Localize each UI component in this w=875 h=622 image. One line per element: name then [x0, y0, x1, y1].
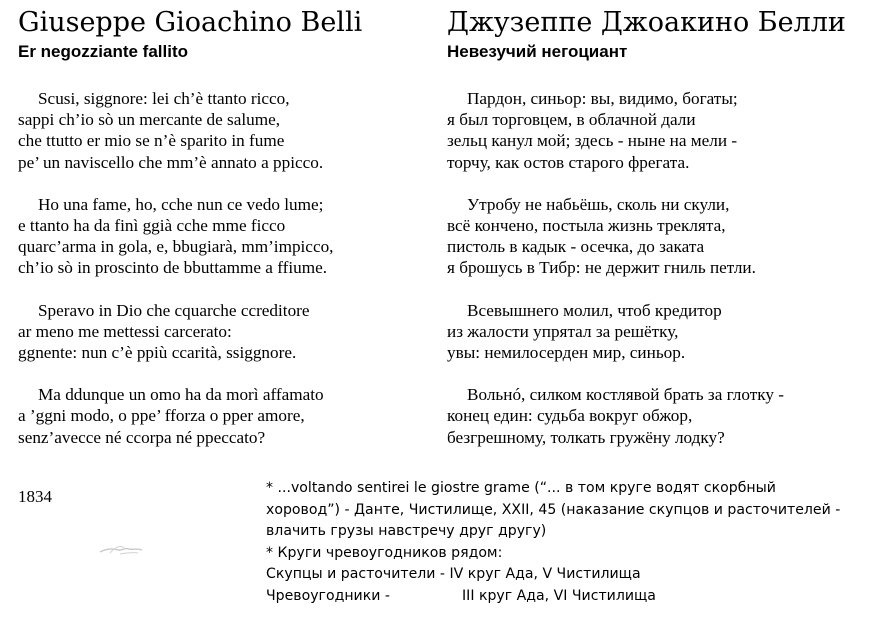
italian-stanza: [18, 88, 423, 173]
russian-author: Джузеппе Джоакино Белли: [447, 7, 846, 38]
poem-line: pe’ un naviscello che mm’è annato a ppicco.: [18, 152, 324, 172]
poem-line: sappi ch’io sò un mercante de salume,: [18, 110, 281, 130]
poem-line: торчу, как остов старого фрегата.: [447, 152, 690, 172]
russian-title: Невезучий негоциант: [447, 42, 628, 61]
italian-stanza: [18, 194, 423, 279]
italian-author: Giuseppe Gioachino Belli: [18, 7, 363, 38]
poem-line: quarc’arma in gola, e, bbugiarà, mm’impicco,: [18, 237, 334, 257]
poem-line: всё кончено, постыла жизнь треклята,: [447, 216, 726, 236]
footnote-row-value: III круг Ада, VI Чистилища: [462, 587, 656, 604]
poem-line: e ttanto ha da finì ggià cche mme ficco: [18, 216, 286, 236]
poem-line: из жалости упрятал за решётку,: [447, 321, 679, 341]
poem-line: я был торговцем, в облачной дали: [447, 110, 696, 130]
poem-line: зельц канул мой; здесь - ныне на мели -: [447, 131, 738, 151]
poem-line: Всевышнего молил, чтоб кредитор: [467, 300, 722, 320]
russian-stanza: [447, 300, 867, 364]
poem-line: Ho una fame, ho, cche nun ce vedo lume;: [38, 194, 324, 214]
poem-line: пистоль в кадык - осечка, до заката: [447, 237, 705, 257]
poem-line: увы: немилосерден мир, синьор.: [447, 343, 686, 363]
poem-line: ggnente: nun c’è ppiù ccarità, ssiggnore.: [18, 343, 297, 363]
poem-line: Speravo in Dio che cquarche ccreditore: [38, 300, 310, 320]
russian-stanza: [447, 384, 867, 448]
russian-stanza: [447, 194, 867, 279]
footnotes: [266, 478, 871, 607]
poem-line: безгрешному, толкать гружёну лодку?: [447, 427, 725, 447]
signature-scribble-icon: [96, 536, 146, 560]
poem-line: che ttutto er mio se n’è sparito in fume: [18, 131, 285, 151]
poem-line: Утробу не набьёшь, сколь ни скули,: [467, 194, 730, 214]
poem-line: a ’ggni modo, o ppe’ fforza o pper amore,: [18, 406, 305, 426]
footnote-line: * ...voltando sentirei le giostre grame (“... в том круге водят скорбный: [266, 480, 776, 496]
footnote-line: влачить грузы навстречу друг другу): [266, 523, 547, 539]
footnote-heading: * Круги чревоугодников рядом:: [266, 544, 503, 561]
footnote-row: Скупцы и расточители - IV круг Ада, V Чистилища: [266, 566, 641, 582]
italian-stanza: [18, 300, 423, 364]
footnote-line: хоровод”) - Данте, Чистилище, XXII, 45 (наказание скупцов и расточителей -: [266, 501, 841, 518]
russian-stanza: [447, 88, 867, 173]
russian-poem: [447, 88, 867, 448]
italian-column: [18, 0, 423, 469]
russian-column: [447, 0, 867, 469]
poem-line: Пардон, синьор: вы, видимо, богаты;: [467, 89, 738, 108]
poem-line: Scusi, siggnore: lei ch’è ttanto ricco,: [38, 89, 290, 108]
poem-line: ar meno me mettessi carcerato:: [18, 321, 232, 341]
italian-title: Er negozziante fallito: [18, 42, 189, 61]
footnote-row: [266, 586, 871, 608]
poem-year: 1834: [18, 487, 52, 506]
italian-poem: [18, 88, 423, 448]
poem-line: конец един: судьба вокруг обжор,: [447, 406, 693, 426]
poem-line: senz’avecce né ccorpa né ppeccato?: [18, 427, 266, 447]
poem-line: ch’io sò in proscinto de bbuttamme a ffiume.: [18, 258, 327, 278]
footnote-row-label: Чревоугодники -: [266, 587, 390, 604]
italian-stanza: [18, 384, 423, 448]
poem-line: Ma ddunque un omo ha da morì affamato: [38, 385, 324, 405]
poem-line: я брошусь в Тибр: не держит гниль петли.: [447, 258, 756, 278]
poem-line: Вольнó, силком костлявой брать за глотку -: [467, 385, 784, 405]
